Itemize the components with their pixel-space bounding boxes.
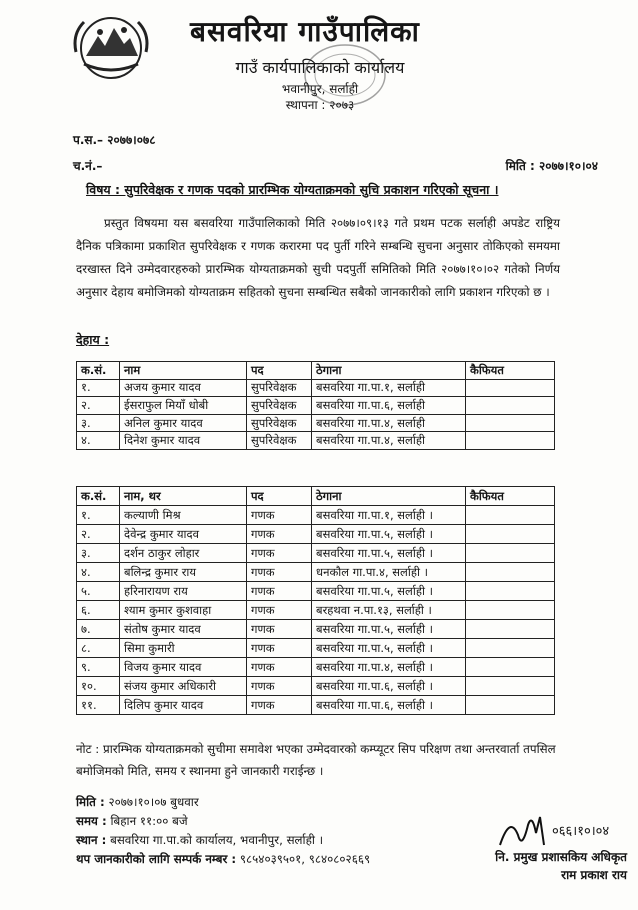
notice-date: मिति : २०७७।१०।०४: [505, 159, 598, 173]
cell-serial: २.: [77, 525, 120, 544]
table-row: [77, 620, 555, 639]
table-row: [77, 506, 555, 525]
cell-address: बसवरिया गा.पा.१, सर्लाही ।: [312, 506, 466, 525]
cell-post: गणक: [247, 525, 312, 544]
table-row: [77, 658, 555, 677]
cell-address: बसवरिया गा.पा.४, सर्लाही: [312, 414, 466, 432]
schedule-date: २०७७।१०।०७ बुधवार: [108, 795, 199, 809]
enumerator-table: [76, 486, 555, 715]
cell-post: गणक: [247, 696, 312, 715]
header-remarks: कैफियत: [466, 362, 555, 380]
header-address: ठेगाना: [312, 487, 466, 506]
table-row: [77, 544, 555, 563]
cell-name: संजय कुमार अधिकारी: [120, 677, 247, 696]
dispatch-number: च.नं.–: [73, 159, 103, 173]
cell-serial: ६.: [77, 601, 120, 620]
table-row: [77, 582, 555, 601]
cell-address: बसवरिया गा.पा.४, सर्लाही: [312, 432, 466, 450]
cell-name: विजय कुमार यादव: [120, 658, 247, 677]
cell-remarks: [466, 601, 555, 620]
schedule-venue: बसवरिया गा.पा.को कार्यालय, भवानीपुर, सर्लाही ।: [110, 833, 324, 847]
cell-name: श्याम कुमार कुशवाहा: [120, 601, 247, 620]
cell-post: सुपरिवेक्षक: [247, 414, 312, 432]
cell-name: बलिन्द्र कुमार राय: [120, 563, 247, 582]
cell-remarks: [466, 582, 555, 601]
table-row: [77, 639, 555, 658]
cell-remarks: [466, 696, 555, 715]
cell-serial: ५.: [77, 582, 120, 601]
cell-post: गणक: [247, 582, 312, 601]
signature-date: ०६६।१०।०४: [552, 824, 610, 839]
signatory-title: नि. प्रमुख प्रशासकिय अधिकृत: [495, 850, 627, 864]
cell-serial: ११.: [77, 696, 120, 715]
cell-post: सुपरिवेक्षक: [247, 379, 312, 397]
contact-number: ९८५४०३९५०१, ९८४०८०२६६९: [239, 852, 371, 866]
table-header-row: [77, 362, 555, 380]
cell-address: बसवरिया गा.पा.६, सर्लाही ।: [312, 696, 466, 715]
schedule-time: बिहान ११:०० बजे: [110, 814, 188, 828]
notice-body: प्रस्तुत विषयमा यस बसवरिया गाउँपालिकाको मिति २०७७।०९।१३ गते प्रथम पटक सर्लाही अपडेट राष्ट्रिय दैनिक पत्रिकामा प्रकाशित सुपरिवेक्षक र गणक करारमा पद पुर्ती गरिने सम्बन्धि सुचना अनुसार तोकिएको समयमा दरखास्त दिने उम्मेदवारहरुको प्रारम्भिक योग्यताक्रमको सुची पदपुर्ती समितिको मिति २०७७।१०।०२ गतेको निर्णय अनुसार देहाय बमोजिमको योग्यताक्रम सहितको सुचना सम्बन्धित सबैको जानकारीको लागि प्रकाशन गरिएको छ ।: [76, 216, 560, 299]
cell-name: हरिनारायण राय: [120, 582, 247, 601]
cell-serial: ३.: [77, 414, 120, 432]
cell-remarks: [466, 379, 555, 397]
cell-remarks: [466, 658, 555, 677]
cell-address: धनकौल गा.पा.४, सर्लाही ।: [312, 563, 466, 582]
office-name: गाउँ कार्यपालिकाको कार्यालय: [235, 58, 405, 77]
cell-serial: २.: [77, 397, 120, 415]
reference-number: प.स.– २०७७।०७८: [73, 133, 156, 147]
signatory-block: [477, 848, 627, 884]
cell-post: गणक: [247, 677, 312, 696]
cell-address: बसवरिया गा.पा.४, सर्लाही ।: [312, 658, 466, 677]
subject-line: विषय : सुपरिवेक्षक र गणक पदको प्रारम्भिक योग्यताक्रमको सुचि प्रकाशन गरिएको सूचना ।: [86, 182, 499, 197]
cell-address: बसवरिया गा.पा.५, सर्लाही ।: [312, 582, 466, 601]
cell-serial: ३.: [77, 544, 120, 563]
cell-name: सिमा कुमारी: [120, 639, 247, 658]
cell-address: बसवरिया गा.पा.५, सर्लाही ।: [312, 620, 466, 639]
table-row: [77, 601, 555, 620]
cell-post: गणक: [247, 563, 312, 582]
cell-post: गणक: [247, 601, 312, 620]
cell-serial: ९.: [77, 658, 120, 677]
cell-serial: ४.: [77, 563, 120, 582]
table-row: [77, 677, 555, 696]
schedule-block: [76, 793, 370, 869]
cell-name: दिनेश कुमार यादव: [120, 432, 247, 450]
header-remarks: कैफियत: [466, 487, 555, 506]
cell-remarks: [466, 397, 555, 415]
cell-address: बसवरिया गा.पा.५, सर्लाही ।: [312, 544, 466, 563]
org-title: बसवरिया गाउँपालिका: [190, 15, 420, 48]
cell-name: ईसराफुल मियाँ धोबी: [120, 397, 247, 415]
cell-serial: १०.: [77, 677, 120, 696]
table-row: [77, 696, 555, 715]
cell-address: बसवरिया गा.पा.५, सर्लाही ।: [312, 525, 466, 544]
table-row: [77, 525, 555, 544]
cell-post: गणक: [247, 544, 312, 563]
schedule-venue-label: स्थान :: [76, 833, 107, 847]
supervisor-table: [76, 361, 555, 450]
cell-remarks: [466, 544, 555, 563]
cell-post: गणक: [247, 620, 312, 639]
table-row: [77, 379, 555, 397]
cell-post: गणक: [247, 639, 312, 658]
cell-name: दर्शन ठाकुर लोहार: [120, 544, 247, 563]
cell-post: सुपरिवेक्षक: [247, 432, 312, 450]
table-row: [77, 397, 555, 415]
list-heading: देहाय :: [76, 332, 110, 347]
cell-remarks: [466, 525, 555, 544]
header-address: ठेगाना: [312, 362, 466, 380]
note-text: नोट : प्रारम्भिक योग्यताक्रमको सुचीमा समावेश भएका उम्मेदवारको कम्प्यूटर सिप परिक्षण तथा अन्तरवार्ता तपसिल बमोजिमको मिति, समय र स्थानमा हुने जानकारी गराईन्छ ।: [76, 742, 556, 778]
cell-name: अजय कुमार यादव: [120, 379, 247, 397]
cell-remarks: [466, 414, 555, 432]
office-location: भवानीपुर, सर्लाही: [281, 82, 359, 96]
cell-name: अनिल कुमार यादव: [120, 414, 247, 432]
cell-address: बसवरिया गा.पा.६, सर्लाही: [312, 397, 466, 415]
cell-remarks: [466, 639, 555, 658]
header-post: पद: [247, 487, 312, 506]
table-header-row: [77, 487, 555, 506]
header-serial: क.सं.: [77, 487, 120, 506]
cell-remarks: [466, 432, 555, 450]
header-post: पद: [247, 362, 312, 380]
table-row: [77, 563, 555, 582]
table-row: [77, 414, 555, 432]
cell-serial: ८.: [77, 639, 120, 658]
government-emblem-logo: [70, 14, 152, 84]
cell-post: गणक: [247, 658, 312, 677]
cell-post: सुपरिवेक्षक: [247, 397, 312, 415]
cell-remarks: [466, 563, 555, 582]
cell-name: कल्याणी मिश्र: [120, 506, 247, 525]
cell-post: गणक: [247, 506, 312, 525]
established-year: स्थापना : २०७३: [285, 98, 355, 112]
cell-name: दिलिप कुमार यादव: [120, 696, 247, 715]
schedule-date-label: मिति :: [76, 795, 105, 809]
header-name: नाम: [120, 362, 247, 380]
cell-address: बसवरिया गा.पा.६, सर्लाही ।: [312, 677, 466, 696]
cell-remarks: [466, 620, 555, 639]
cell-serial: ७.: [77, 620, 120, 639]
cell-address: बसवरिया गा.पा.१, सर्लाही: [312, 379, 466, 397]
cell-remarks: [466, 677, 555, 696]
schedule-time-label: समय :: [76, 814, 107, 828]
cell-remarks: [466, 506, 555, 525]
cell-address: बसवरिया गा.पा.५, सर्लाही ।: [312, 639, 466, 658]
table-row: [77, 432, 555, 450]
header-serial: क.सं.: [77, 362, 120, 380]
header-name: नाम, थर: [120, 487, 247, 506]
cell-serial: ४.: [77, 432, 120, 450]
cell-serial: १.: [77, 506, 120, 525]
cell-serial: १.: [77, 379, 120, 397]
cell-name: देवेन्द्र कुमार यादव: [120, 525, 247, 544]
cell-name: संतोष कुमार यादव: [120, 620, 247, 639]
cell-address: बरहथवा न.पा.१३, सर्लाही ।: [312, 601, 466, 620]
signatory-name: राम प्रकाश राय: [561, 868, 627, 882]
contact-label: थप जानकारीको लागि सम्पर्क नम्बर :: [76, 852, 237, 866]
